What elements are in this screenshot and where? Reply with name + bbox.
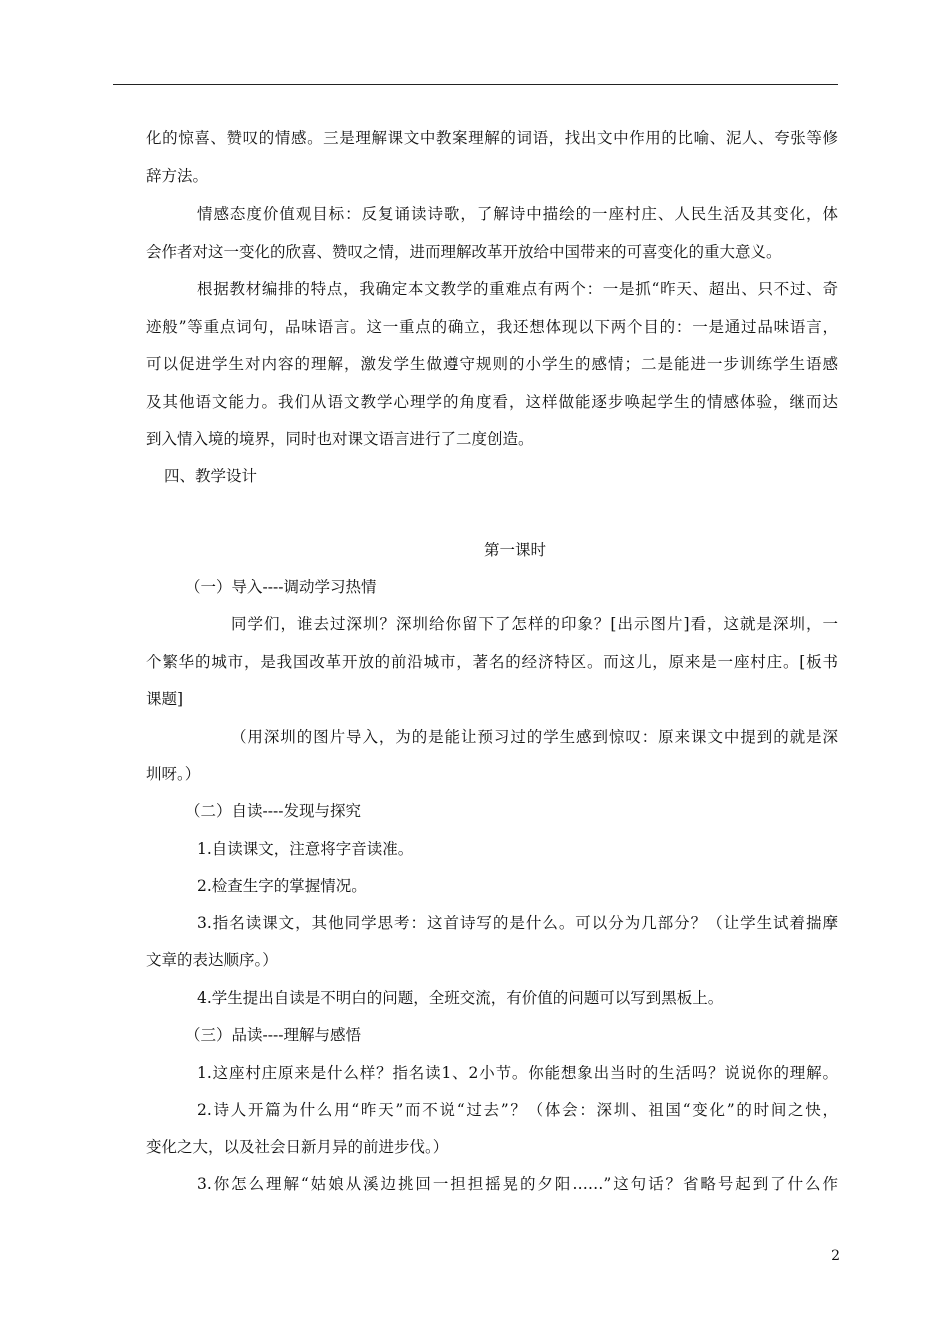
paragraph-line: 及其他语文能力。我们从语文教学心理学的角度看，这样做能逐步唤起学生的情感体验，继而达 xyxy=(146,393,838,411)
list-item: 2.诗人开篇为什么用“昨天”而不说“过去”？（体会：深圳、祖国“变化”的时间之快， xyxy=(197,1101,838,1119)
paragraph-line: 根据教材编排的特点，我确定本文教学的重难点有两个：一是抓“昨天、超出、只不过、奇 xyxy=(197,280,838,298)
page-number: 2 xyxy=(831,1248,840,1264)
paragraph-line: （用深圳的图片导入，为的是能让预习过的学生感到惊叹：原来课文中提到的就是深 xyxy=(231,728,838,746)
paragraph-line: 同学们，谁去过深圳？深圳给你留下了怎样的印象？[出示图片]看，这就是深圳，一 xyxy=(231,615,838,633)
list-item: 文章的表达顺序。） xyxy=(146,951,278,969)
paragraph-line: 化的惊喜、赞叹的情感。三是理解课文中教案理解的词语，找出文中作用的比喻、泥人、夸张等修 xyxy=(146,129,838,147)
list-item: 4.学生提出自读是不明白的问题，全班交流，有价值的问题可以写到黑板上。 xyxy=(197,989,724,1007)
subsection-heading: （一）导入----调动学习热情 xyxy=(185,578,377,596)
paragraph-line: 可以促进学生对内容的理解，激发学生做遵守规则的小学生的感情；二是能进一步训练学生语感 xyxy=(146,355,838,373)
list-item: 1.自读课文，注意将字音读准。 xyxy=(197,840,414,858)
paragraph-line: 情感态度价值观目标：反复诵读诗歌，了解诗中描绘的一座村庄、人民生活及其变化，体 xyxy=(197,205,838,223)
paragraph-line: 课题] xyxy=(146,690,184,708)
list-item: 3.你怎么理解“姑娘从溪边挑回一担担摇晃的夕阳……”这句话？省略号起到了什么作 xyxy=(197,1175,838,1193)
list-item: 2.检查生字的掌握情况。 xyxy=(197,877,367,895)
header-rule xyxy=(113,84,838,85)
paragraph-line: 会作者对这一变化的欣喜、赞叹之情，进而理解改革开放给中国带来的可喜变化的重大意义。 xyxy=(146,243,782,261)
subsection-heading: （三）品读----理解与感悟 xyxy=(185,1026,361,1044)
paragraph-line: 辞方法。 xyxy=(146,167,209,185)
section-heading: 四、教学设计 xyxy=(164,467,258,485)
list-item: 变化之大，以及社会日新月异的前进步伐。） xyxy=(146,1138,449,1156)
paragraph-line: 个繁华的城市，是我国改革开放的前沿城市，著名的经济特区。而这儿，原来是一座村庄。[板书 xyxy=(146,653,838,671)
lesson-title: 第一课时 xyxy=(483,541,546,559)
paragraph-line: 圳呀。） xyxy=(146,765,201,783)
paragraph-line: 迹般”等重点词句，品味语言。这一重点的确立，我还想体现以下两个目的：一是通过品味语言， xyxy=(146,318,838,336)
list-item: 3.指名读课文，其他同学思考：这首诗写的是什么。可以分为几部分？（让学生试着揣摩 xyxy=(197,914,838,932)
list-item: 1.这座村庄原来是什么样？指名读1、2小节。你能想象出当时的生活吗？说说你的理解。 xyxy=(197,1064,838,1082)
paragraph-line: 到入情入境的境界，同时也对课文语言进行了二度创造。 xyxy=(146,430,534,448)
subsection-heading: （二）自读----发现与探究 xyxy=(185,802,361,820)
